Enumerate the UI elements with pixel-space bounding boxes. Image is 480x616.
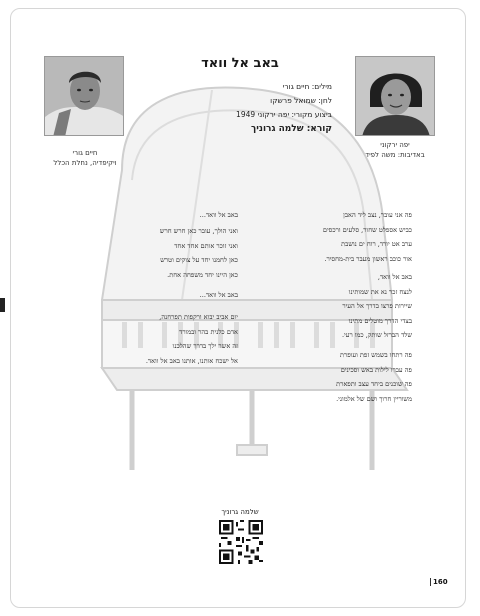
stanza-5 <box>84 224 238 282</box>
page-number: 160 <box>430 578 448 586</box>
portrait-photo-right <box>355 56 435 136</box>
portrait-photo-left <box>44 56 124 136</box>
photo-caption-right <box>345 140 445 160</box>
lyric-line: כאן לחמנו יחד על צוקים וטרש <box>160 256 238 265</box>
stanza-4 <box>84 208 238 223</box>
lyric-line: פה רתחו בשמש זפת ועופרת <box>339 351 412 359</box>
lyric-line: משוריין חרוך ושם של אלמוני. <box>336 394 412 403</box>
song-title: באב אל וואד <box>201 56 279 71</box>
music-credit: לחן: שמואל פרשקו <box>270 96 332 105</box>
caption-credit: ויקיפדיה, נחלת הכלל <box>53 159 117 167</box>
lyric-line: באב אל וואד... <box>199 211 238 219</box>
stanza-1 <box>236 208 412 266</box>
lyric-line: פה אני עובר, נצב ליד האבן <box>343 211 412 219</box>
song-credits <box>150 80 332 136</box>
stanza-2 <box>236 270 412 343</box>
reader-credit: קורא: שלמה גרוניך <box>251 124 332 134</box>
stanza-6 <box>84 288 238 303</box>
stanza-7 <box>84 310 238 368</box>
lyric-line: אור כוכב ראשון מעבר בית-מחסיר. <box>324 254 412 263</box>
caption-credit: באדיבות: משה לפיד <box>365 151 425 159</box>
caption-name: יפה ירקוני <box>380 141 410 149</box>
lyric-line: באב אל וואד, <box>377 273 412 281</box>
lyric-line: באב אל וואד... <box>199 291 238 299</box>
lyric-line: יום אביב יבוא ורקפות תפרחנה, <box>159 313 238 321</box>
lyric-line: אל ישכח אותנו, אותנו באב אל וואד. <box>145 356 238 365</box>
lyric-line: שיירות פרצו בדרך אל העיר <box>342 302 412 311</box>
lyric-line: כביש אספלט שחור, סלעים ורכסים <box>322 225 412 234</box>
photo-caption-left <box>30 148 140 168</box>
lyric-line: זה אשר ילך בדרך שהלכנו <box>172 342 238 351</box>
lyric-line: אדם כלנית בהר ובמורד <box>179 327 238 336</box>
lyrics-credit: מילים: חיים גורי <box>282 82 332 91</box>
side-tab-marker <box>0 298 5 312</box>
lyric-line: פה שוכנים ביחד עצב ותפארת <box>336 380 412 389</box>
caption-name: חיים גורי <box>72 149 98 157</box>
signoff-name: שלמה גרוניך <box>221 508 259 516</box>
lyric-line: לנצח זכר נא את שמותינו <box>348 287 412 296</box>
lyric-line: ואני זוכר אותם אחד אחד <box>174 241 238 250</box>
lyric-line: בצדי הדרך מוטלים מתינו <box>348 316 412 325</box>
stanza-3 <box>236 348 412 406</box>
qr-code[interactable] <box>219 520 263 564</box>
lyric-line: ואני הולך, עובר כאן חרש חרש <box>159 227 238 235</box>
lyric-line: פה עברו לילות באש וסכינים <box>340 365 412 374</box>
lyric-line: ערב אט יורד, רוח ים נושבת <box>341 240 412 249</box>
lyric-line: כאן היינו יחד משפחה אחת. <box>167 270 238 279</box>
performance-credit: ביצוע מקורי: יפה ירקוני 1949 <box>236 110 332 119</box>
lyric-line: שלד הברזל שותק, כמו רעי. <box>341 331 412 340</box>
